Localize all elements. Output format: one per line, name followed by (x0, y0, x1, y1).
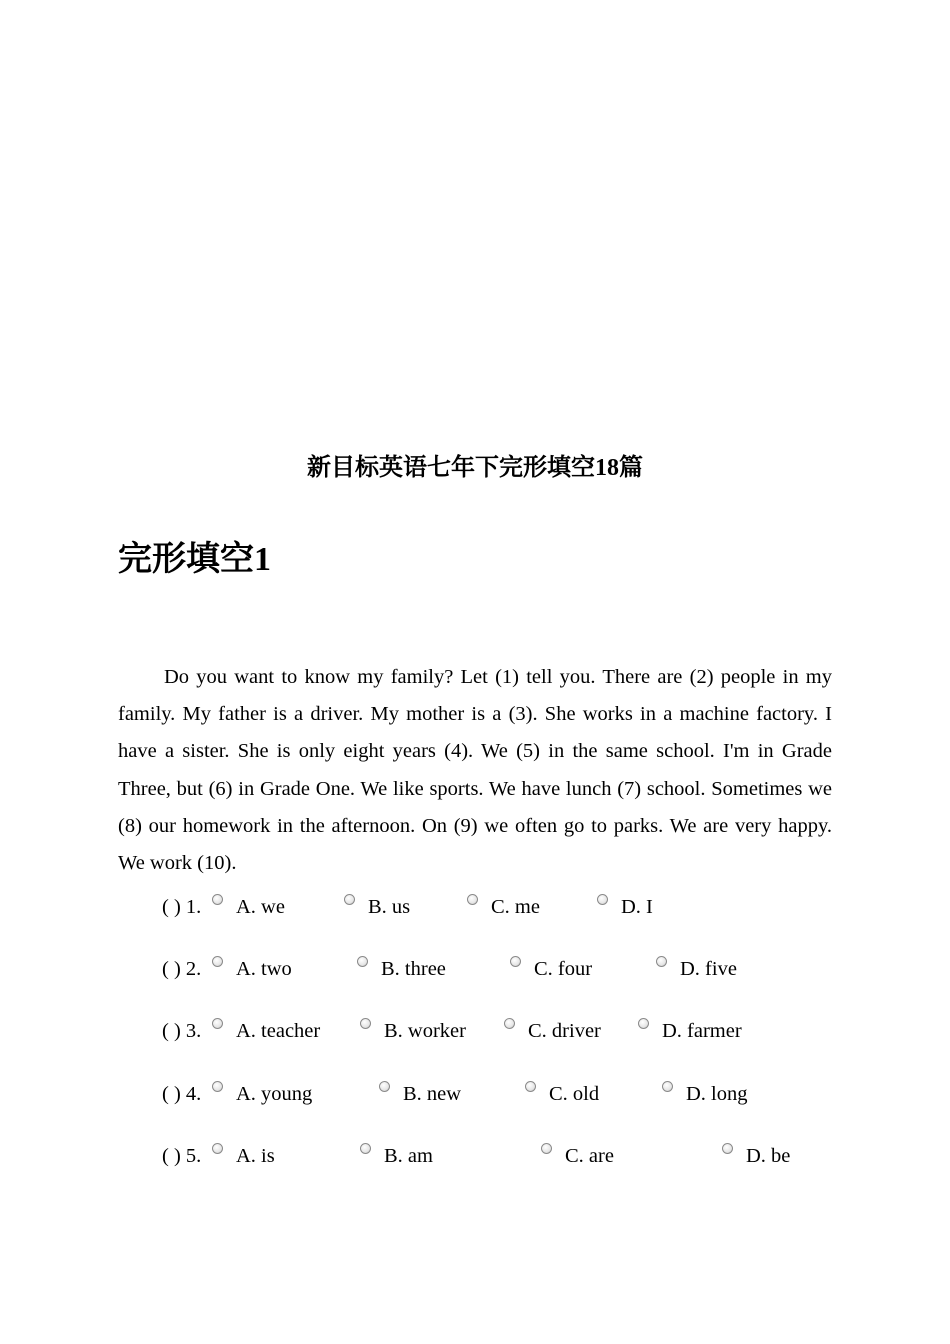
option-label: A. young (236, 1082, 313, 1105)
question-row (162, 1011, 862, 1073)
passage-text: Do you want to know my family? Let (1) tell you. There are (2) people in my family. My father is a driver. My mother is a (3). She works in a machine factory. I have a sister. She is only eight years (4). We (5) in the same school. I'm in Grade Three, but (6) in Grade One. We like sports. We have lunch (7) school. Sometimes we (8) our homework in the afternoon. On (9) we often go to parks. We are very happy. We work (10). (118, 666, 832, 875)
question-number: ( ) 5. (162, 1144, 202, 1167)
radio-button-icon[interactable] (467, 894, 478, 905)
question-number: ( ) 2. (162, 958, 202, 981)
option-label: D. five (680, 958, 737, 981)
radio-button-icon[interactable] (212, 894, 223, 905)
document-title: 新目标英语七年下完形填空18篇 (307, 455, 643, 481)
radio-button-icon[interactable] (525, 1081, 536, 1092)
option-label: B. us (368, 896, 411, 918)
option-label: D. be (746, 1144, 791, 1167)
option-label: B. am (384, 1144, 433, 1167)
radio-button-icon[interactable] (344, 894, 355, 905)
section-heading: 完形填空1 (118, 541, 271, 578)
radio-button-icon[interactable] (510, 956, 521, 967)
option-label: C. four (534, 958, 593, 981)
question-number: ( ) 3. (162, 1020, 202, 1043)
option-label: C. driver (528, 1020, 601, 1043)
radio-button-icon[interactable] (212, 1018, 223, 1029)
option-label: A. teacher (236, 1020, 321, 1043)
option-label: D. long (686, 1082, 748, 1105)
radio-button-icon[interactable] (722, 1143, 733, 1154)
question-number: ( ) 4. (162, 1082, 202, 1105)
radio-button-icon[interactable] (662, 1081, 673, 1092)
option-label: A. two (236, 958, 292, 981)
radio-button-icon[interactable] (357, 956, 368, 967)
option-label: D. I (621, 896, 653, 918)
radio-button-icon[interactable] (212, 1143, 223, 1154)
option-label: C. old (549, 1082, 600, 1105)
radio-button-icon[interactable] (212, 1081, 223, 1092)
radio-button-icon[interactable] (360, 1143, 371, 1154)
option-label: B. three (381, 958, 446, 981)
radio-button-icon[interactable] (597, 894, 608, 905)
option-label: C. are (565, 1144, 614, 1167)
question-row (162, 887, 862, 949)
option-label: B. new (403, 1082, 462, 1105)
option-label: B. worker (384, 1020, 466, 1043)
option-label: D. farmer (662, 1020, 742, 1043)
question-row (162, 1074, 862, 1136)
radio-button-icon[interactable] (212, 956, 223, 967)
option-label: A. we (236, 896, 285, 918)
option-label: A. is (236, 1144, 275, 1167)
radio-button-icon[interactable] (360, 1018, 371, 1029)
question-number: ( ) 1. (162, 896, 202, 918)
radio-button-icon[interactable] (379, 1081, 390, 1092)
radio-button-icon[interactable] (638, 1018, 649, 1029)
question-list (162, 887, 862, 1198)
question-row (162, 949, 862, 1011)
radio-button-icon[interactable] (656, 956, 667, 967)
radio-button-icon[interactable] (504, 1018, 515, 1029)
option-label: C. me (491, 896, 540, 918)
question-row (162, 1136, 862, 1198)
radio-button-icon[interactable] (541, 1143, 552, 1154)
